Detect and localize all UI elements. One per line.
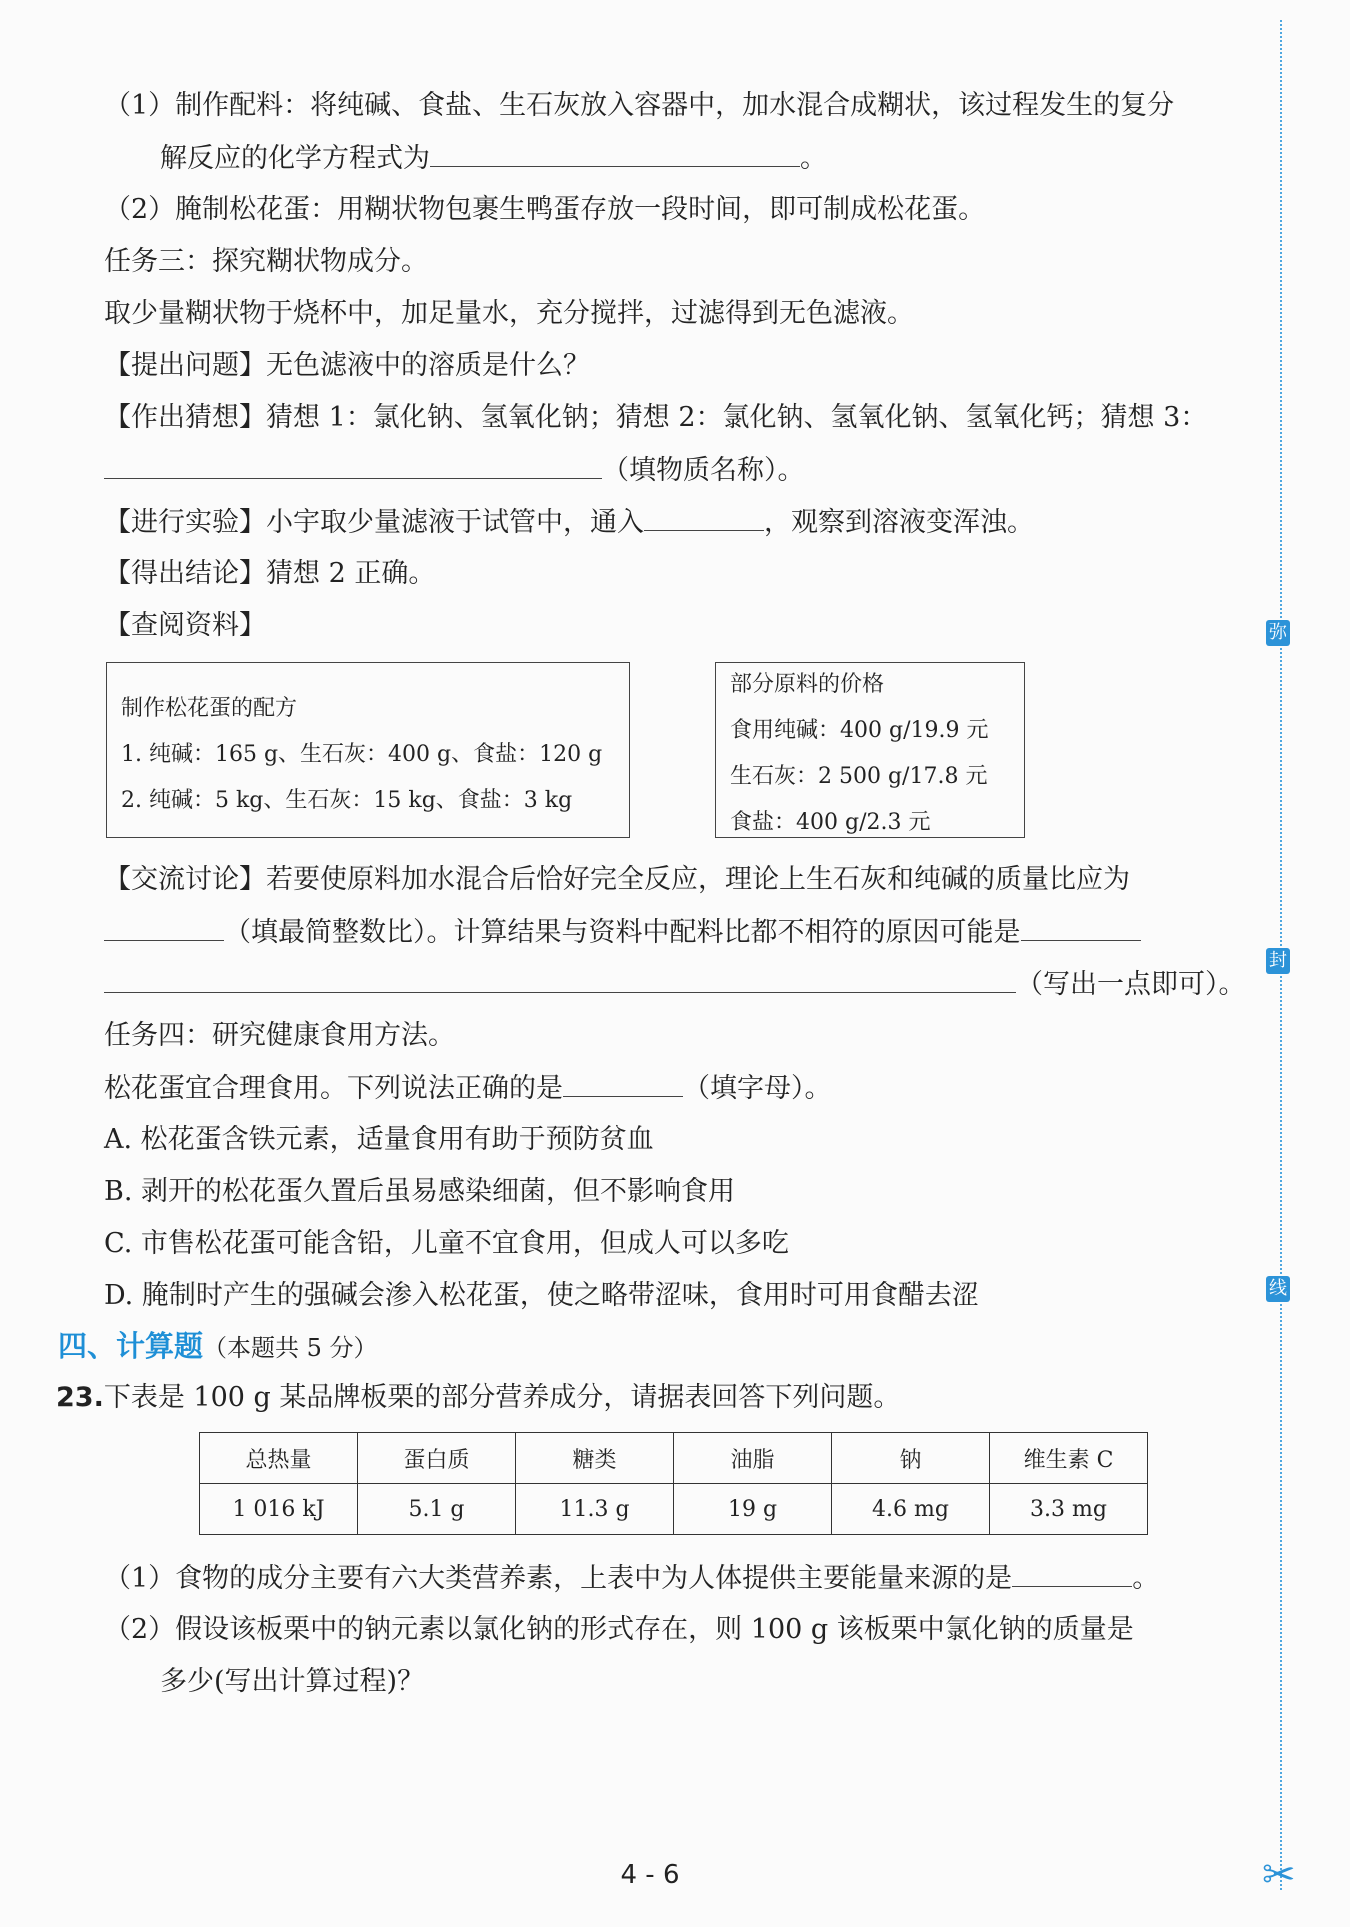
table-cell: 19 g xyxy=(674,1484,832,1535)
table-header: 糖类 xyxy=(516,1433,674,1484)
side-label: 线 xyxy=(1266,1276,1290,1302)
table-header: 维生素 C xyxy=(990,1433,1148,1484)
q23-sub2-line2: 多少(写出计算过程)？ xyxy=(160,1666,425,1697)
experiment xyxy=(104,502,1034,543)
table-header-row xyxy=(200,1433,1148,1484)
q23-stem xyxy=(56,1378,900,1418)
reason-blank-cont[interactable] xyxy=(104,964,1016,993)
task3-heading: 任务三：探究糊状物成分。 xyxy=(104,246,428,277)
experiment-text: 【进行实验】小宇取少量滤液于试管中，通入 xyxy=(104,507,644,538)
q23-sub2: （2）假设该板栗中的钠元素以氯化钠的形式存在，则 100 g 该板栗中氯化钠的质量是 xyxy=(104,1614,1134,1645)
table-header: 油脂 xyxy=(674,1433,832,1484)
discussion-line3 xyxy=(104,964,1246,1005)
section-note: （本题共 5 分） xyxy=(203,1334,378,1362)
period: 。 xyxy=(1132,1563,1160,1594)
nutrition-table xyxy=(199,1432,1148,1535)
option-b: B. 剥开的松花蛋久置后虽易感染细菌，但不影响食用 xyxy=(104,1176,736,1207)
energy-nutrient-blank[interactable] xyxy=(1012,1558,1132,1587)
mass-ratio-blank[interactable] xyxy=(104,912,224,941)
page-number: 4 - 6 xyxy=(620,1860,680,1890)
option-d: D. 腌制时产生的强碱会渗入松花蛋，使之略带涩味，食用时可用食醋去涩 xyxy=(104,1280,979,1311)
discussion: 【交流讨论】若要使原料加水混合后恰好完全反应，理论上生石灰和纯碱的质量比应为 xyxy=(104,864,1130,895)
reason-blank[interactable] xyxy=(1021,912,1141,941)
table-header: 总热量 xyxy=(200,1433,358,1484)
section-title: 四、计算题 xyxy=(58,1329,204,1363)
price-row: 生石灰：2 500 g/17.8 元 xyxy=(730,764,988,789)
q23-sub1 xyxy=(104,1558,1159,1599)
eat-question xyxy=(104,1068,832,1109)
table-cell: 4.6 mg xyxy=(832,1484,990,1535)
table-cell: 3.3 mg xyxy=(990,1484,1148,1535)
references-heading: 【查阅资料】 xyxy=(104,610,266,641)
eat-question-text: 松花蛋宜合理食用。下列说法正确的是 xyxy=(104,1073,563,1104)
price-box xyxy=(715,662,1025,838)
procedure-text: 取少量糊状物于烧杯中，加足量水，充分搅拌，过滤得到无色滤液。 xyxy=(104,298,914,329)
hypothesis-line2 xyxy=(104,450,805,491)
hypothesis3-blank[interactable] xyxy=(104,450,602,479)
q-sub1-line2 xyxy=(160,138,827,179)
table-cell: 5.1 g xyxy=(358,1484,516,1535)
hypothesis: 【作出猜想】猜想 1：氯化钠、氢氧化钠；猜想 2：氯化钠、氢氧化钠、氢氧化钙；猜想 3： xyxy=(104,402,1208,433)
q-sub1-text: 解反应的化学方程式为 xyxy=(160,143,430,174)
discussion-suffix: （写出一点即可）。 xyxy=(1016,969,1246,1000)
recipe-title: 制作松花蛋的配方 xyxy=(121,696,298,721)
table-cell: 1 016 kJ xyxy=(200,1484,358,1535)
table-cell: 11.3 g xyxy=(516,1484,674,1535)
section-heading xyxy=(58,1326,378,1368)
raise-question: 【提出问题】无色滤液中的溶质是什么？ xyxy=(104,350,590,381)
equation-blank[interactable] xyxy=(430,138,800,167)
side-label: 封 xyxy=(1266,948,1290,974)
conclusion: 【得出结论】猜想 2 正确。 xyxy=(104,558,436,589)
option-c: C. 市售松花蛋可能含铅，儿童不宜食用，但成人可以多吃 xyxy=(104,1228,789,1259)
q-sub1-line1: （1）制作配料：将纯碱、食盐、生石灰放入容器中，加水混合成糊状，该过程发生的复分 xyxy=(104,90,1175,121)
task4-heading: 任务四：研究健康食用方法。 xyxy=(104,1020,455,1051)
side-label: 弥 xyxy=(1266,620,1290,646)
price-title: 部分原料的价格 xyxy=(730,672,885,697)
table-row xyxy=(200,1484,1148,1535)
table-header: 钠 xyxy=(832,1433,990,1484)
q-sub2: （2）腌制松花蛋：用糊状物包裹生鸭蛋存放一段时间，即可制成松花蛋。 xyxy=(104,194,986,225)
table-header: 蛋白质 xyxy=(358,1433,516,1484)
price-row: 食盐：400 g/2.3 元 xyxy=(730,810,931,835)
discussion-line2 xyxy=(104,912,1141,953)
scissors-icon: ✂ xyxy=(1262,1852,1296,1898)
q23-text: 下表是 100 g 某品牌板栗的部分营养成分，请据表回答下列问题。 xyxy=(103,1382,901,1413)
recipe-row: 2. 纯碱：5 kg、生石灰：15 kg、食盐：3 kg xyxy=(121,788,573,813)
recipe-row: 1. 纯碱：165 g、生石灰：400 g、食盐：120 g xyxy=(121,742,603,767)
experiment-result: ，观察到溶液变浑浊。 xyxy=(764,507,1034,538)
q23-number: 23. xyxy=(56,1382,104,1413)
price-row: 食用纯碱：400 g/19.9 元 xyxy=(730,718,989,743)
answer-letter-blank[interactable] xyxy=(563,1068,683,1097)
option-a: A. 松花蛋含铁元素，适量食用有助于预防贫血 xyxy=(104,1124,654,1155)
discussion-text: （填最简整数比）。计算结果与资料中配料比都不相符的原因可能是 xyxy=(224,917,1021,948)
hypothesis-suffix: （填物质名称）。 xyxy=(602,455,805,486)
gas-blank[interactable] xyxy=(644,502,764,531)
q23-sub1-text: （1）食物的成分主要有六大类营养素，上表中为人体提供主要能量来源的是 xyxy=(104,1563,1013,1594)
recipe-box xyxy=(106,662,630,838)
eat-suffix: （填字母）。 xyxy=(683,1073,832,1104)
period: 。 xyxy=(800,143,827,174)
